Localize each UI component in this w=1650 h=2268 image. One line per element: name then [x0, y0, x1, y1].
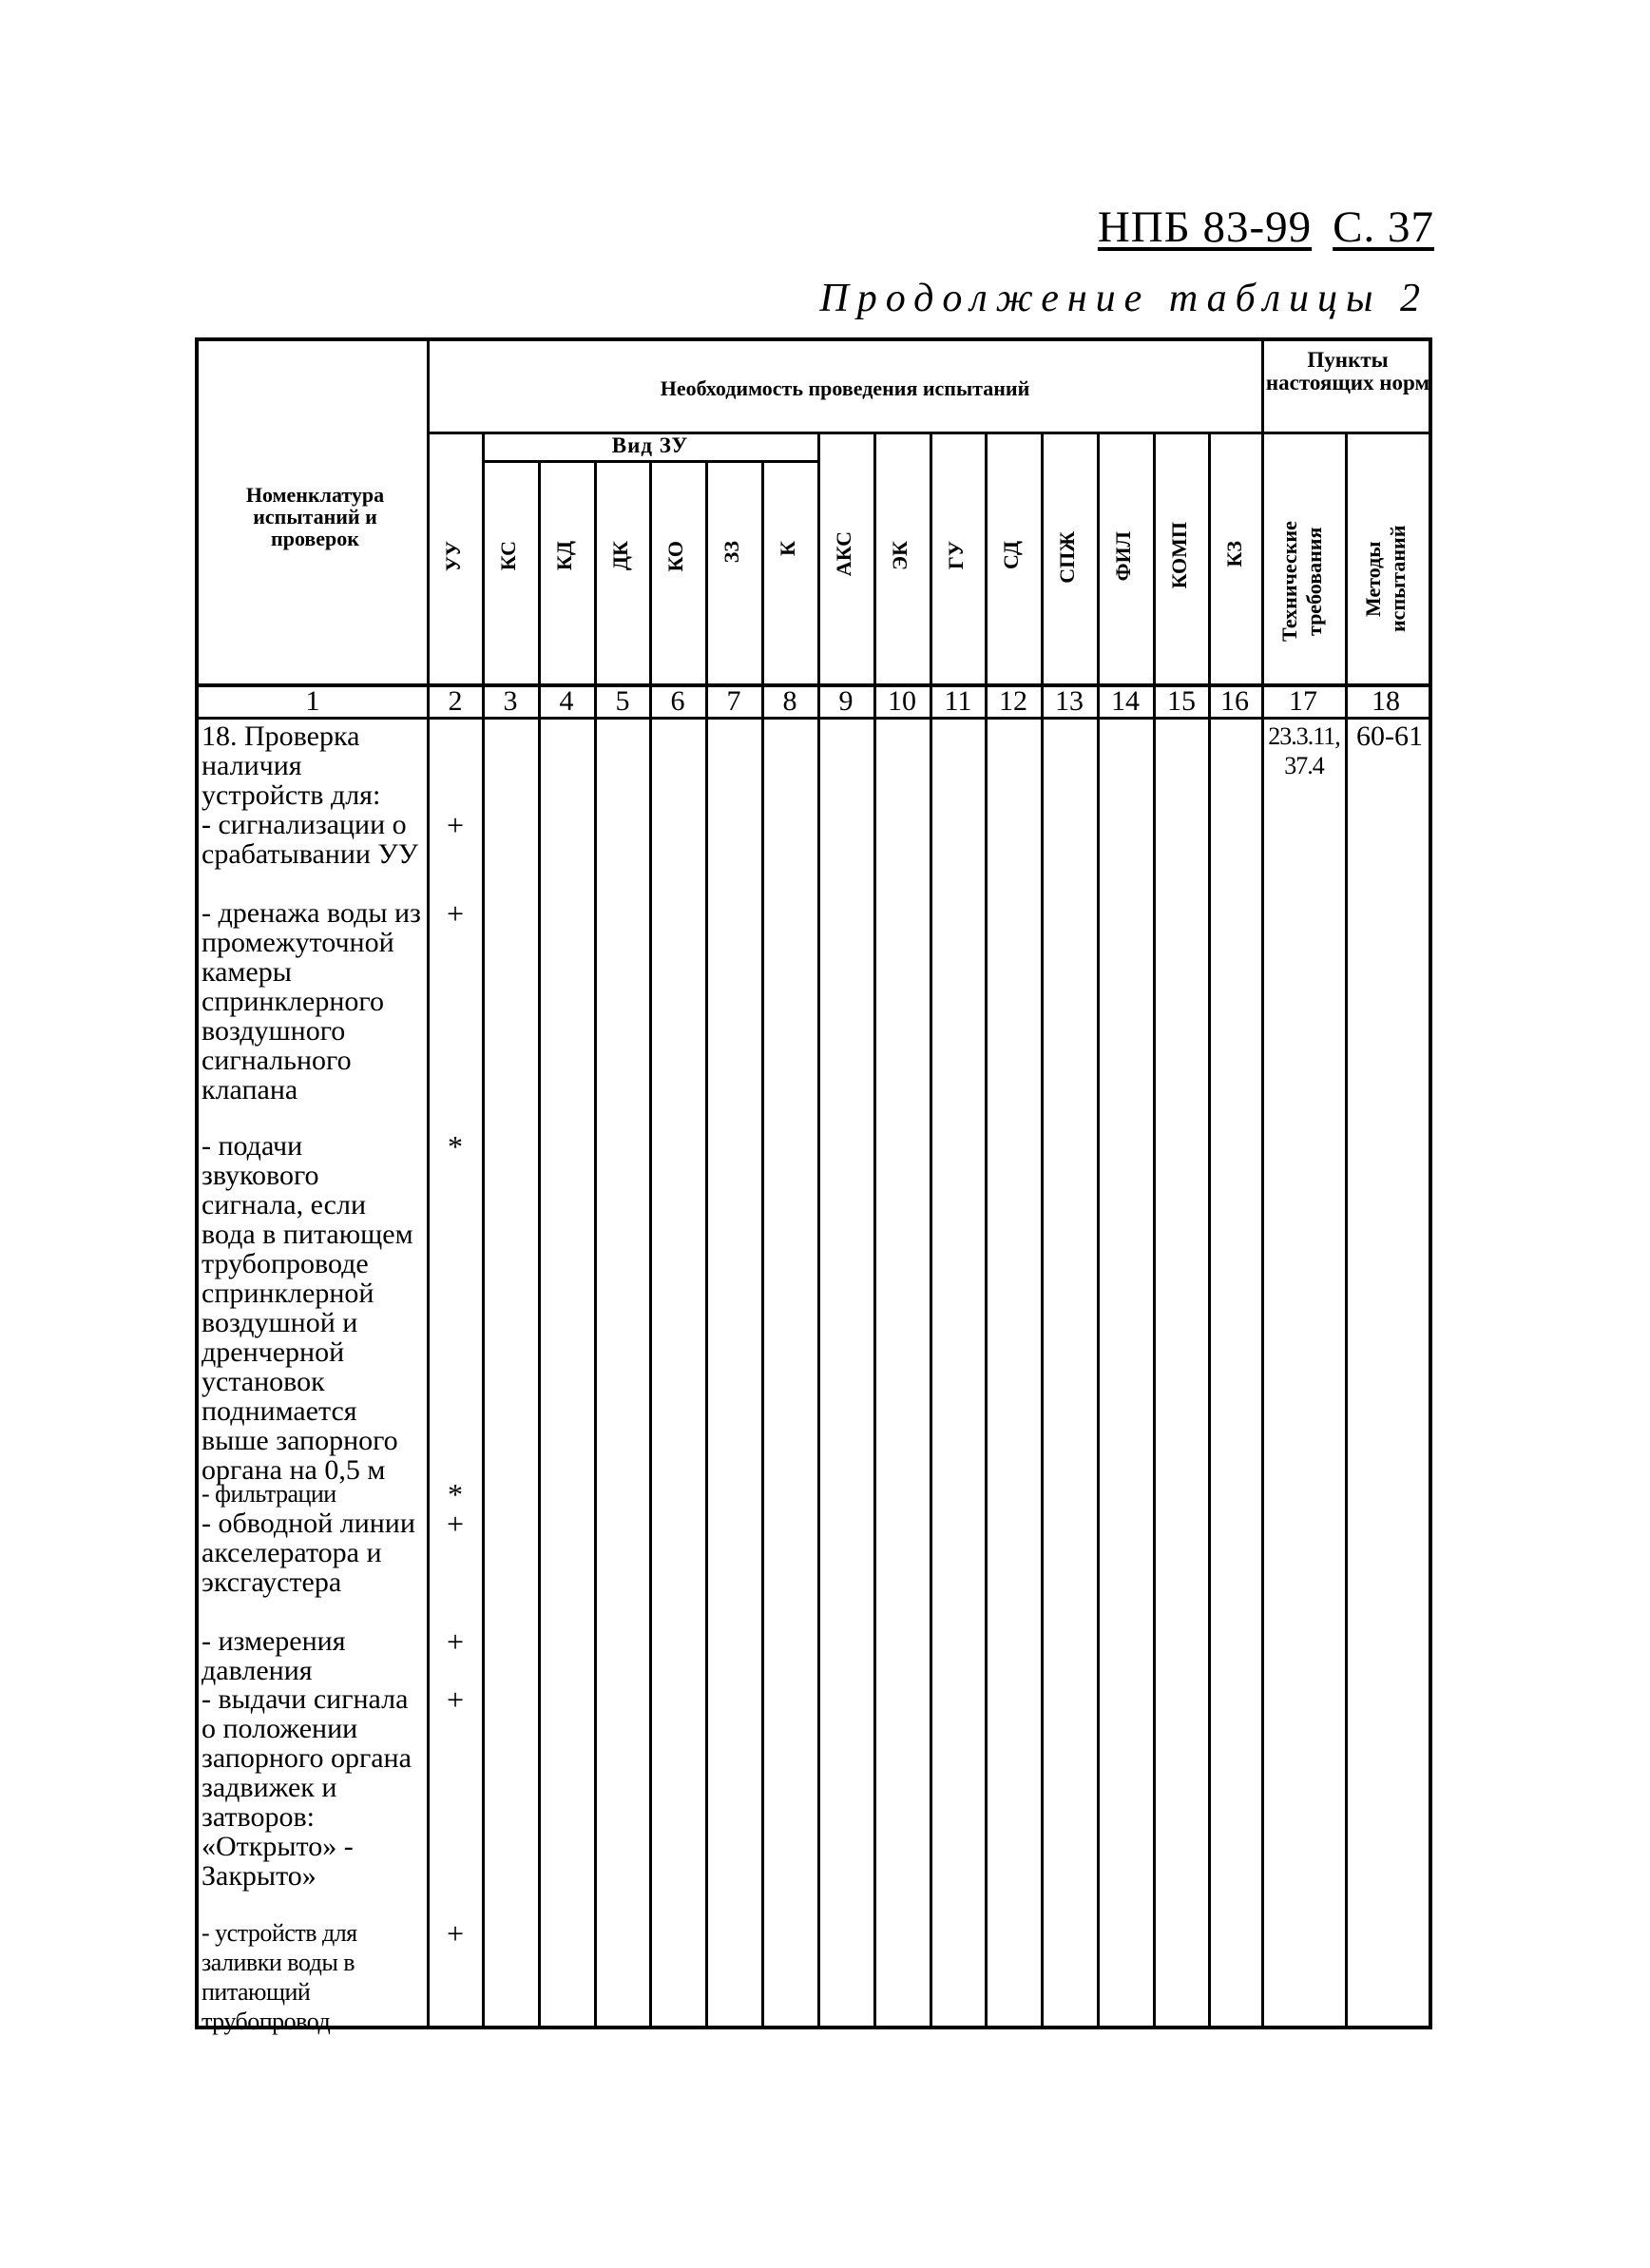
col-number: 7 — [726, 685, 741, 717]
col-fil-header: ФИЛ — [1111, 531, 1135, 582]
col-number: 15 — [1167, 685, 1196, 717]
subitem-mark: + — [446, 1916, 465, 1951]
methods-value: 60-61 — [1356, 721, 1423, 752]
col-ko-header: КО — [663, 541, 687, 572]
subitem-text: - выдачи сигнала о положении запорного органа задвижек и затворов: «Открыто» - Закрыто» — [201, 1683, 412, 1892]
vid-zu-header: Вид ЗУ — [611, 433, 689, 457]
col-ks-header: КС — [496, 541, 520, 571]
col-number: 18 — [1372, 685, 1400, 717]
col-number: 10 — [888, 685, 916, 717]
tests-group-header: Необходимость проведения испытаний — [660, 376, 1030, 400]
col-number: 17 — [1289, 685, 1317, 717]
subitem-mark: + — [446, 1624, 465, 1659]
col-sd-header: СД — [999, 541, 1023, 569]
col-number: 11 — [944, 685, 972, 717]
table-caption: Продолжение таблицы 2 — [819, 277, 1429, 320]
col-tech-req-header: Технические требования — [1277, 521, 1326, 642]
col-number: 1 — [305, 685, 320, 717]
page-number: С. 37 — [1333, 202, 1434, 252]
subitem-text: - фильтрации — [201, 1480, 336, 1508]
col-number: 2 — [448, 685, 463, 717]
subitem-text: - дренажа воды из промежуточной камеры спринклерного воздушного сигнального клапана — [201, 897, 421, 1105]
col-number: 9 — [838, 685, 854, 717]
col-kd-header: КД — [552, 541, 576, 571]
row-item-title: 18. Проверка наличия устройств для: — [201, 721, 381, 811]
col-number: 16 — [1220, 685, 1249, 717]
col-number: 6 — [670, 685, 685, 717]
subitem-mark: + — [446, 808, 465, 842]
subitem-text: - измерения давления — [201, 1625, 346, 1686]
col-dk-header: ДК — [608, 541, 632, 571]
subitem-text: - устройств для заливки воды в питающий трубопровод — [201, 1919, 357, 2035]
col-zz-header: ЗЗ — [719, 541, 743, 564]
norms-group-header: Пункты настоящих норм — [1265, 348, 1430, 395]
col-number: 4 — [559, 685, 574, 717]
document-header — [1098, 202, 1434, 253]
col-number: 8 — [782, 685, 797, 717]
col-methods-header: Методы испытаний — [1361, 525, 1410, 633]
tech-req-value: 23.3.11, 37.4 — [1268, 722, 1340, 779]
col-kz-header: КЗ — [1222, 541, 1246, 567]
subitem-text: - сигнализации о срабатывании УУ — [201, 809, 418, 870]
col-gu-header: ГУ — [944, 541, 968, 570]
col-aks-header: АКС — [832, 531, 855, 577]
subitem-text: - обводной линии акселератора и эксгаустера — [201, 1508, 415, 1598]
subitem-mark: * — [448, 1477, 463, 1511]
col-spzh-header: СПЖ — [1055, 531, 1079, 584]
col-number: 5 — [615, 685, 630, 717]
subitem-mark: * — [448, 1129, 463, 1163]
col-ek-header: ЭК — [888, 541, 911, 570]
col-uu-header: УУ — [441, 541, 465, 572]
requirements-table — [195, 337, 1432, 2035]
col-k-header: К — [776, 541, 799, 556]
col-komp-header: КОМП — [1167, 522, 1191, 589]
nomenclature-header: Номенклатура испытаний и проверок — [245, 483, 385, 551]
subitem-text: - подачи звукового сигнала, если вода в питающем трубопроводе спринклерной воздушной и дренчерной установок поднимается выше запорного органа на 0,5 м — [201, 1130, 413, 1486]
col-number: 3 — [503, 685, 518, 717]
subitem-mark: + — [446, 1682, 465, 1717]
col-number: 12 — [999, 685, 1027, 717]
col-number: 14 — [1111, 685, 1140, 717]
subitem-mark: + — [446, 896, 465, 931]
doc-code: НПБ 83-99 — [1097, 202, 1313, 252]
col-number: 13 — [1055, 685, 1084, 717]
subitem-mark: + — [446, 1507, 465, 1541]
